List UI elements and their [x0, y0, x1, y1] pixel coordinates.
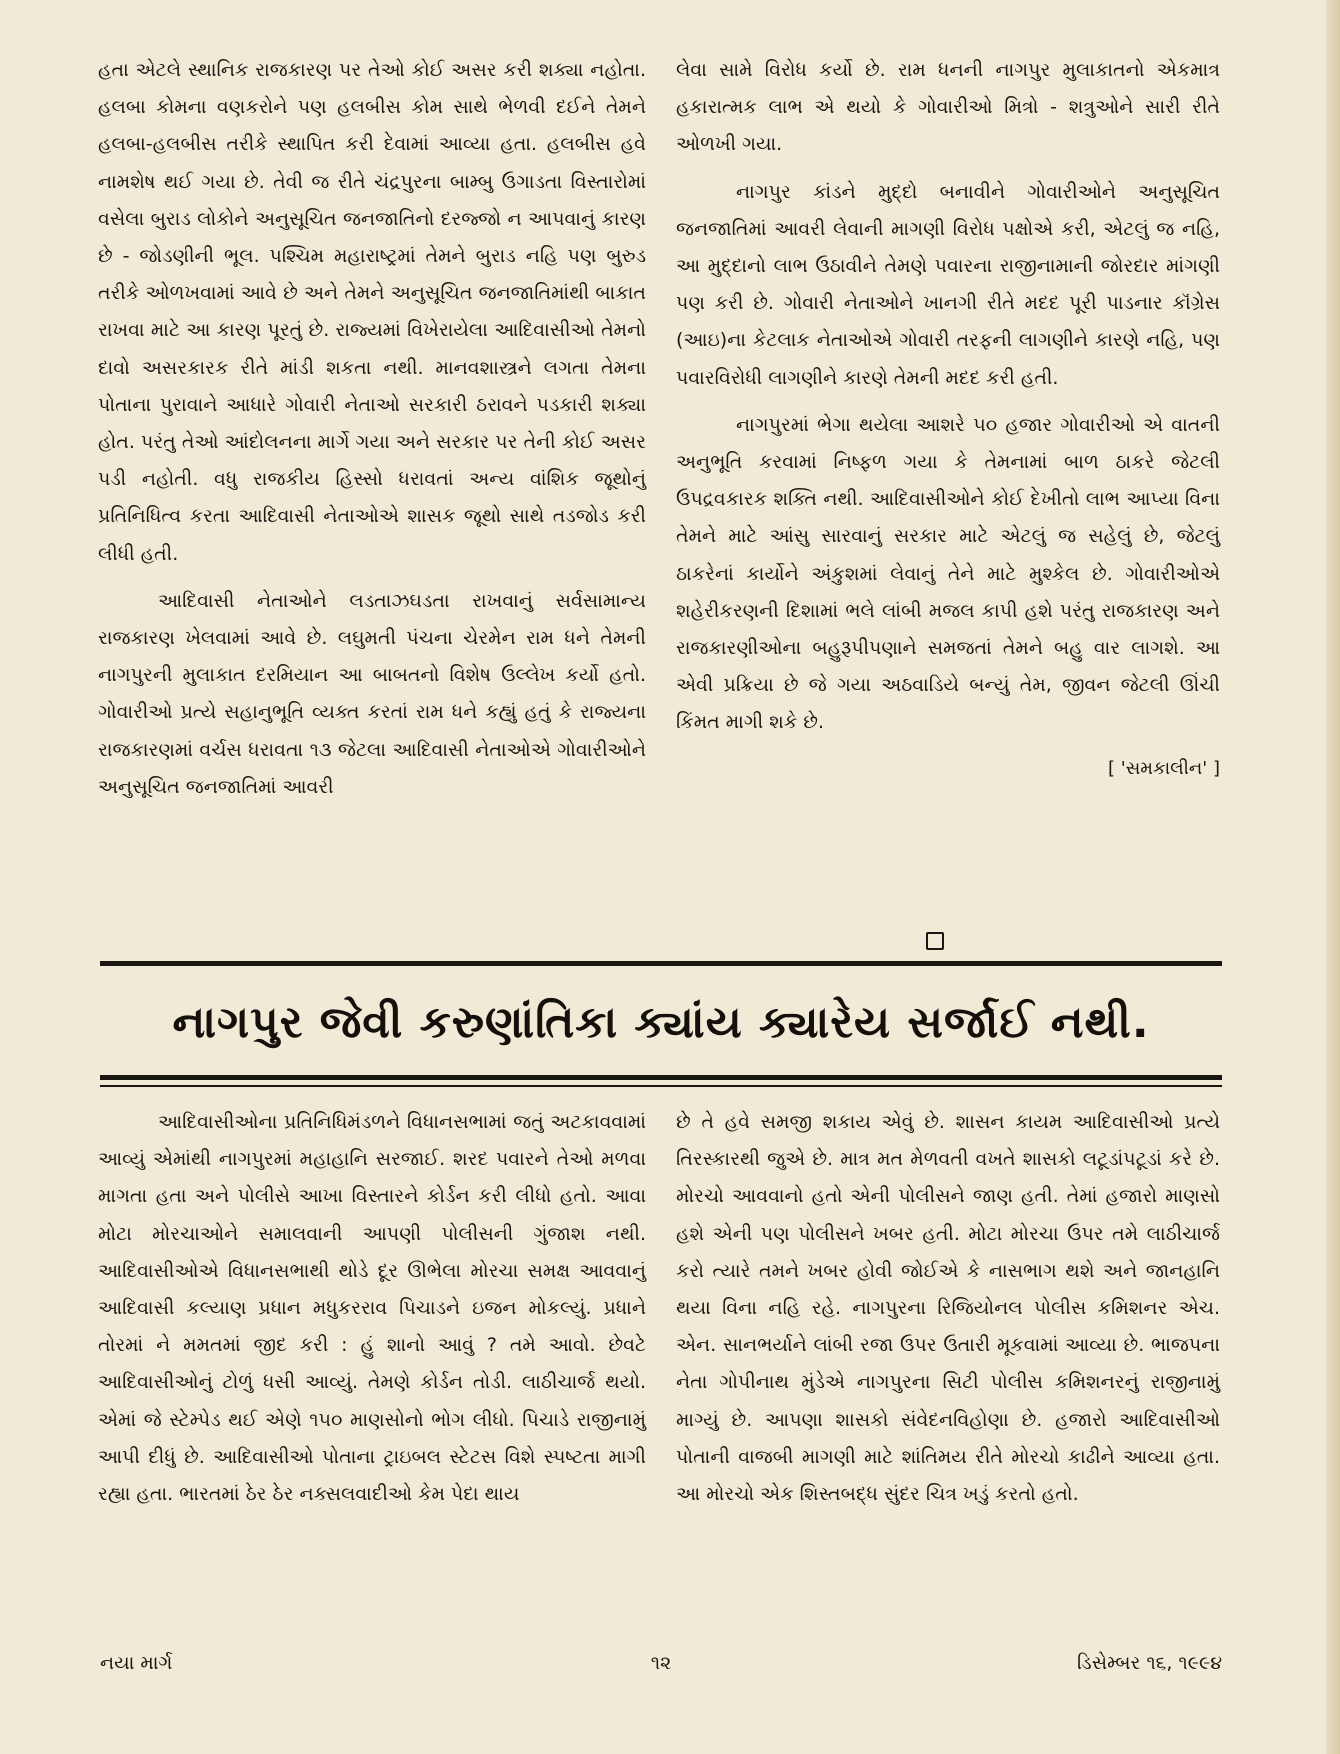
article-headline: નાગપુર જેવી કરુણાંતિકા ક્યાંય ક્યારેય સર્જાઈ નથી.: [172, 997, 1150, 1048]
source-citation: [ 'સમકાલીન' ]: [1108, 757, 1220, 779]
publication-name: નયા માર્ગ: [100, 1652, 173, 1674]
paragraph: નાગપુરમાં ભેગા થયેલા આશરે ૫૦ હજાર ગોવારીઓ એ વાતની અનુભૂતિ કરવામાં નિષ્ફળ ગયા કે તેમનામાં બાળ ઠાકરે જેટલી ઉપદ્રવકારક શક્તિ નથી. આદિવાસીઓને કોઈ દેખીતો લાભ આપ્યા વિના તેમને માટે આંસુ સારવાનું સરકાર માટે એટલું જ સહેલું છે, જેટલું ઠાકરેનાં કાર્યોને અંકુશમાં લેવાનું તેને માટે મુશ્કેલ છે. ગોવારીઓએ શહેરીકરણની દિશામાં ભલે લાંબી મજલ કાપી હશે પરંતુ રાજકારણ અને રાજકારણીઓના બહુરૂપીપણાને સમજતાં તેમને બહુ વાર લાગશે. આ એવી પ્રક્રિયા છે જે ગયા અઠવાડિયે બન્યું તેમ, જીવન જેટલી ઊંચી કિંમત માગી શકે છે.: [676, 413, 1220, 734]
page-footer: [100, 1652, 1222, 1682]
paragraph: હતા એટલે સ્થાનિક રાજકારણ પર તેઓ કોઈ અસર કરી શક્યા નહોતા. હલબા કોમના વણકરોને પણ હલબીસ કોમ સાથે ભેળવી દઈને તેમને હલબા-હલબીસ તરીકે સ્થાપિત કરી દેવામાં આવ્યા હતા. હલબીસ હવે નામશેષ થઈ ગયા છે. તેવી જ રીતે ચંદ્રપુરના બામ્બુ ઉગાડતા વિસ્તારોમાં વસેલા બુરાડ લોકોને અનુસૂચિત જનજાતિનો દરજ્જો ન આપવાનું કારણ છે - જોડણીની ભૂલ. પશ્ચિમ મહારાષ્ટ્રમાં તેમને બુરાડ નહિ પણ બુરુડ તરીકે ઓળખવામાં આવે છે અને તેમને અનુસૂચિત જનજાતિમાંથી બાકાત રાખવા માટે આ કારણ પૂરતું છે. રાજ્યમાં વિખેરાયેલા આદિવાસીઓ તેમનો દાવો અસરકારક રીતે માંડી શકતા નથી. માનવશાસ્ત્રને લગતા તેમના પોતાના પુરાવાને આધારે ગોવારી નેતાઓ સરકારી ઠરાવને પડકારી શક્યા હોત. પરંતુ તેઓ આંદોલનના માર્ગે ગયા અને સરકાર પર તેની કોઈ અસર પડી નહોતી. વધુ રાજકીય હિસ્સો ધરાવતાં અન્ય વાંશિક જૂથોનું પ્રતિનિધિત્વ કરતા આદિવાસી નેતાઓએ શાસક જૂથો સાથે તડજોડ કરી લીધી હતી.: [98, 59, 646, 565]
section-divider: [100, 1085, 1222, 1087]
article-column-bottom-right: [676, 1104, 1220, 1513]
article-column-top-left: [98, 52, 646, 806]
section-divider: [100, 1075, 1222, 1080]
paragraph: છે તે હવે સમજી શકાય એવું છે. શાસન કાયમ આદિવાસીઓ પ્રત્યે તિરસ્કારથી જુએ છે. માત્ર મત મેળવતી વખતે શાસકો લટૂડાંપટૂડાં કરે છે. મોરચો આવવાનો હતો એની પોલીસને જાણ હતી. તેમાં હજારો માણસો હશે એની પણ પોલીસને ખબર હતી. મોટા મોરચા ઉપર તમે લાઠીચાર્જ કરો ત્યારે તમને ખબર હોવી જોઈએ કે નાસભાગ થશે અને જાનહાનિ થયા વિના નહિ રહે. નાગપુરના રિજિયોનલ પોલીસ કમિશનર એચ. એન. સાનભર્યાને લાંબી રજા ઉપર ઉતારી મૂકવામાં આવ્યા છે. ભાજપના નેતા ગોપીનાથ મુંડેએ નાગપુરના સિટી પોલીસ કમિશનરનું રાજીનામું માગ્યું છે. આપણા શાસકો સંવેદનવિહોણા છે. હજારો આદિવાસીઓ પોતાની વાજબી માગણી માટે શાંતિમય રીતે મોરચો કાઢીને આવ્યા હતા. આ મોરચો એક શિસ્તબદ્ધ સુંદર ચિત્ર ખડું કરતો હતો.: [676, 1111, 1220, 1506]
page-number: ૧૨: [650, 1652, 672, 1674]
paragraph: લેવા સામે વિરોધ કર્યો છે. રામ ધનની નાગપુર મુલાકાતનો એકમાત્ર હકારાત્મક લાભ એ થયો કે ગોવારીઓ મિત્રો - શત્રુઓને સારી રીતે ઓળખી ગયા.: [676, 59, 1220, 156]
paragraph: આદિવાસી નેતાઓને લડતાઝઘડતા રાખવાનું સર્વસામાન્ય રાજકારણ ખેલવામાં આવે છે. લઘુમતી પંચના ચેરમેન રામ ધને તેમની નાગપુરની મુલાકાત દરમિયાન આ બાબતનો વિશેષ ઉલ્લેખ કર્યો હતો. ગોવારીઓ પ્રત્યે સહાનુભૂતિ વ્યક્ત કરતાં રામ ધને કહ્યું હતું કે રાજ્યના રાજકારણમાં વર્ચસ ધરાવતા ૧૩ જેટલા આદિવાસી નેતાઓએ ગોવારીઓને અનુસૂચિત જનજાતિમાં આવરી: [98, 589, 646, 798]
article-column-top-right: [676, 52, 1220, 787]
paragraph: નાગપુર કાંડને મુદ્દો બનાવીને ગોવારીઓને અનુસૂચિત જનજાતિમાં આવરી લેવાની માગણી વિરોધ પક્ષોએ કરી, એટલું જ નહિ, આ મુદ્દાનો લાભ ઉઠાવીને તેમણે પવારના રાજીનામાની જોરદાર માંગણી પણ કરી છે. ગોવારી નેતાઓને ખાનગી રીતે મદદ પૂરી પાડનાર કૉંગ્રેસ (આઇ)ના કેટલાક નેતાઓએ ગોવારી તરફની લાગણીને કારણે નહિ, પણ પવારવિરોધી લાગણીને કારણે તેમની મદદ કરી હતી.: [676, 180, 1220, 389]
paragraph: આદિવાસીઓના પ્રતિનિધિમંડળને વિધાનસભામાં જતું અટકાવવામાં આવ્યું એમાંથી નાગપુરમાં મહાહાનિ સરજાઈ. શરદ પવારને તેઓ મળવા માગતા હતા અને પોલીસે આખા વિસ્તારને કોર્ડન કરી લીધો હતો. આવા મોટા મોરચાઓને સમાલવાની આપણી પોલીસની ગુંજાશ નથી. આદિવાસીઓએ વિધાનસભાથી થોડે દૂર ઊભેલા મોરચા સમક્ષ આવવાનું આદિવાસી કલ્યાણ પ્રધાન મધુકરરાવ પિચાડને ઇજન મોકલ્યું. પ્રધાને તોરમાં ને મમતમાં જીદ કરી : હું શાનો આવું ? તમે આવો. છેવટે આદિવાસીઓનું ટોળું ધસી આવ્યું. તેમણે કોર્ડન તોડી. લાઠીચાર્જ થયો. એમાં જે સ્ટેમ્પેડ થઈ એણે ૧૫૦ માણસોનો ભોગ લીધો. પિચાડે રાજીનામું આપી દીધું છે. આદિવાસીઓ પોતાના ટ્રાઇબલ સ્ટેટસ વિશે સ્પષ્ટતા માગી રહ્યા હતા. ભારતમાં ઠેર ઠેર નક્સલવાદીઓ કેમ પેદા થાય: [98, 1111, 646, 1506]
page-edge: [1326, 0, 1340, 1754]
article-end-mark: [926, 932, 944, 950]
issue-date: ડિસેમ્બર ૧૬, ૧૯૯૪: [1076, 1652, 1222, 1674]
article-column-bottom-left: [98, 1104, 646, 1513]
section-divider: [100, 961, 1222, 966]
